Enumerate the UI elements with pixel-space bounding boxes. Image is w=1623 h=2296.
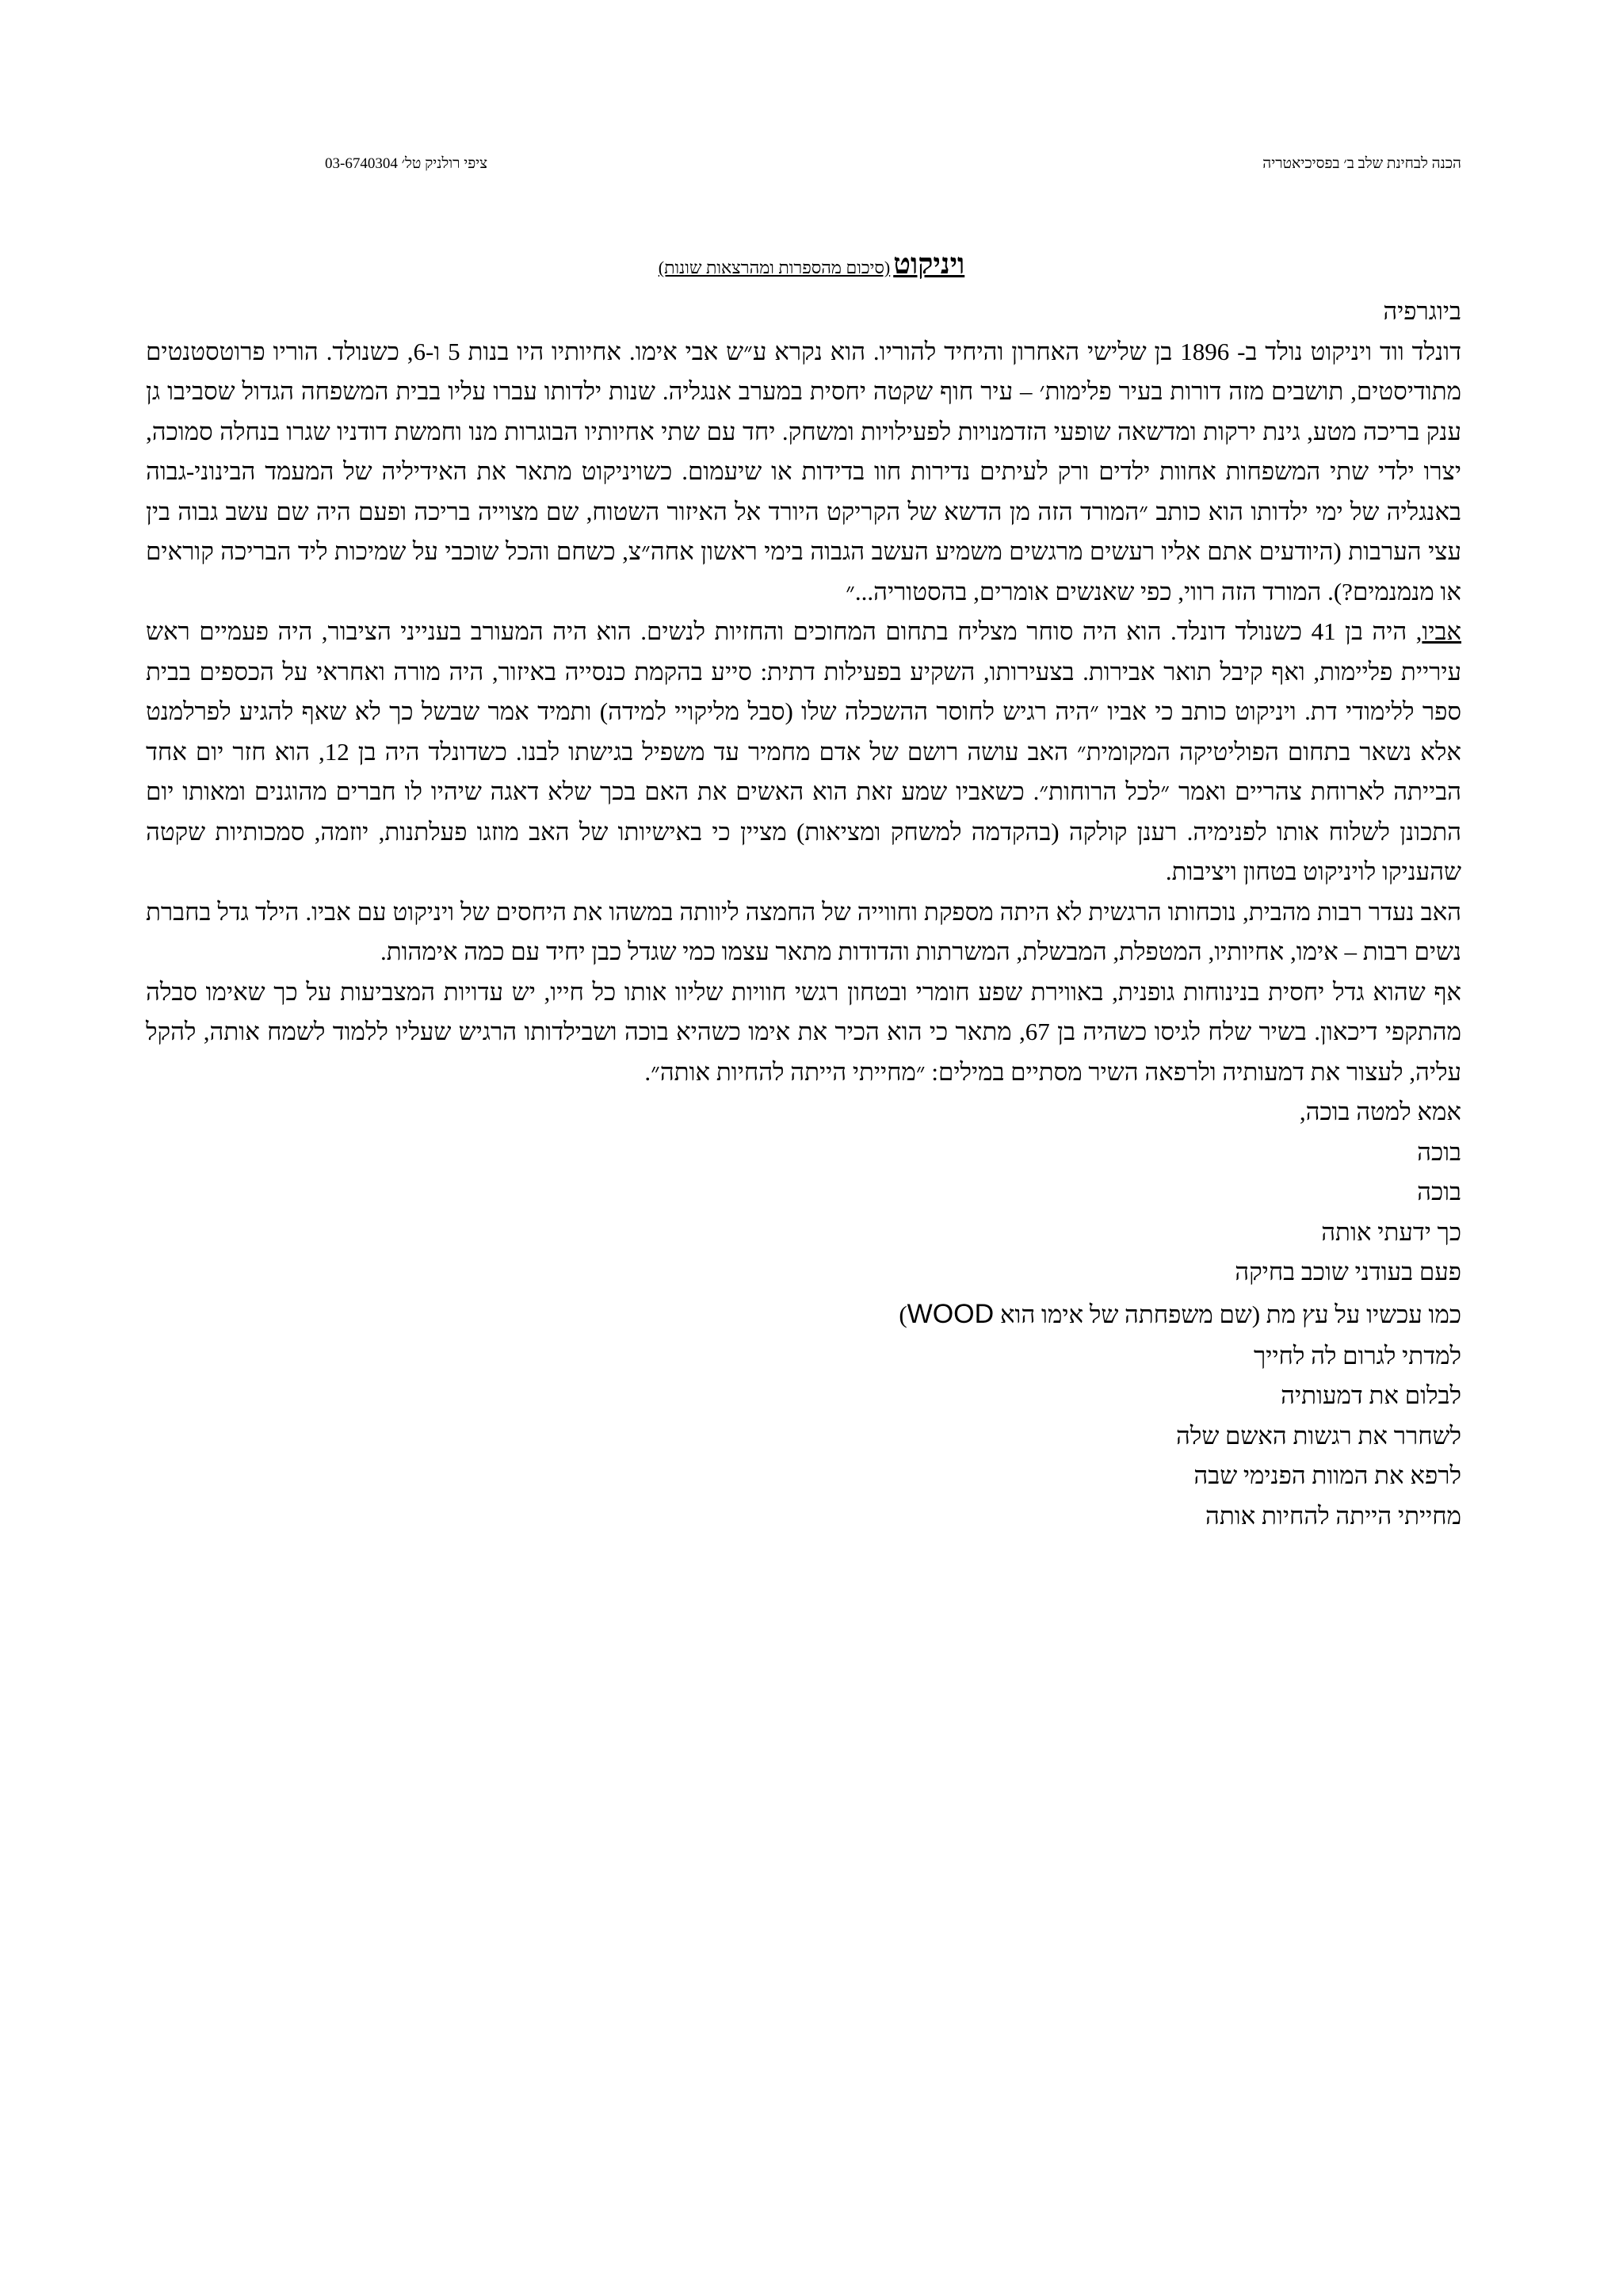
- poem-line: אמא למטה בוכה,: [1299, 1098, 1461, 1125]
- poem-line-wood: [146, 1293, 1461, 1336]
- header-course-title: הכנה לבחינת שלב ב׳ בפסיכיאטריה: [1262, 155, 1461, 172]
- page-header: [325, 155, 1461, 179]
- document-body: [146, 292, 1461, 1536]
- title-main: ויניקוט: [893, 248, 965, 280]
- paragraph-absent-father: האב נעדר רבות מהבית, נוכחותו הרגשית לא היתה מספקת וחווייה של החמצה ליוותה במשהו את היחסים של ויניקוט עם אביו. הילד גדל בחברת נשים רבות – אימו, אחיותיו, המטפלת, המבשלת, המשרתות והדודות מתאר עצמו כמי שגדל כבן יחיד עם כמה אימהות.: [146, 897, 1461, 965]
- poem-line: לשחרר את רגשות האשם שלה: [1175, 1421, 1461, 1450]
- poem-line: לרפא את המוות הפנימי שבה: [1193, 1461, 1461, 1489]
- poem-line: בוכה: [1417, 1137, 1461, 1166]
- poem-line: בוכה: [1417, 1178, 1461, 1205]
- header-author-phone: ציפי רולניק טל׳ 03-6740304: [325, 155, 488, 172]
- poem-line: לבלום את דמעותיה: [1281, 1381, 1461, 1409]
- document-title: [0, 247, 1623, 281]
- poem-line-wood-close: ): [899, 1300, 907, 1328]
- poem-line-wood-hebrew: כמו עכשיו על עץ מת (שם משפחתה של אימו הוא: [994, 1300, 1461, 1328]
- section-heading-biography: ביוגרפיה: [1383, 297, 1461, 325]
- paragraph-father: [146, 612, 1461, 892]
- poem-line: מחייתי הייתה להחיות אותה: [1205, 1501, 1461, 1530]
- poem-line: למדתי לגרום לה לחייך: [1254, 1341, 1461, 1370]
- father-label: אביו: [1422, 617, 1461, 645]
- title-subtitle: (סיכום מהספרות ומהרצאות שונות): [658, 258, 891, 277]
- paragraph-childhood: דונלד ווד ויניקוט נולד ב- 1896 בן שלישי האחרון והיחיד להוריו. הוא נקרא ע״ש אבי אימו. אחיותיו היו בנות 5 ו-6, כשנולד. הוריו פרוטסטנטים מתודיסטים, תושבים מזה דורות בעיר פלימות׳ – עיר חוף שקטה יחסית במערב אנגליה. שנות ילדותו עברו עליו בבית המשפחה הגדול שסביבו גן ענק בריכה מטע, גינת ירקות ומדשאה שופעי הזדמנויות לפעילויות ומשחק. יחד עם שתי אחיותיו הבוגרות מנו וחמשת דודניו שגרו בנחלה סמוכה, יצרו ילדי שתי המשפחות אחוות ילדים ורק לעיתים נדירות חוו בדידות או שיעמום. כשויניקוט מתאר את האידיליה של המעמד הבינוני-גבוה באנגליה של ימי ילדותו הוא כותב ״המורד הזה מן הדשא של הקריקט היורד אל האיזור השטוח, שם מצוייה בריכה ופעם היה שם עשב גבוה בין עצי הערבות (היודעים אתם אליו רעשים מרגשים משמיע העשב הגבוה בימי ראשון אחה״צ, כשחם והכל שוכבי על שמיכות ליד הבריכה קוראים או מנמנמים?). המורד הזה רווי, כפי שאנשים אומרים, בהסטוריה...״: [146, 337, 1461, 606]
- paragraph-mother: אף שהוא גדל יחסית בנינוחות גופנית, באווירת שפע חומרי ובטחון רגשי חוויות שליוו אותו כל חייו, יש עדויות המצביעות על כך שאימו סבלה מהתקפי דיכאון. בשיר שלח לגיסו כשהיה בן 67, מתאר כי הוא הכיר את אימו כשהיא בוכה ושבילדותו הרגיש שעליו ללמוד לשמח אותה, להקל עליה, לעצור את דמעותיה ולרפאה השיר מסתיים במילים: ״מחייתי הייתה להחיות אותה״.: [146, 977, 1462, 1086]
- poem-line: כך ידעתי אותה: [1321, 1217, 1461, 1246]
- poem-line-wood-english: WOOD: [907, 1298, 995, 1329]
- father-text: , היה בן 41 כשנולד דונלד. הוא היה סוחר מצליח בתחום המחוכים והחזיות לנשים. הוא היה המעורב בענייני הציבור, היה פעמיים ראש עיריית פליימות, ואף קיבל תואר אבירות. בצעירותו, השקיע בפעילות דתית: סייע בהקמת כנסייה באיזור, היה מורה ואחראי על הכספים בבית ספר ללימודי דת. ויניקוט כותב כי אביו ״היה רגיש לחוסר ההשכלה שלו (סבל מליקויי למידה) ותמיד אמר שבשל כך לא שאף להגיע לפרלמנט אלא נשאר בתחום הפוליטיקה המקומית״ האב עושה רושם של אדם מחמיר עד משפיל בגישתו לבנו. כשדונלד היה בן 12, הוא חזר יום אחד הבייתה לארוחת צהריים ואמר ״לכל הרוחות״. כשאביו שמע זאת הוא האשים את האם בכך שלא דאגה שיהיו לו חברים מהוגנים ומאותו יום התכונן לשלוח אותו לפנימיה. רענן קולקה (בהקדמה למשחק ומציאות) מציין כי באישיותו של האב מוזגו פעלתנות, יוזמה, סמכותיות שקטה שהעניקו לויניקוט בטחון ויציבות.: [146, 617, 1461, 885]
- poem-line: פעם בעודני שוכב בחיקה: [1235, 1258, 1461, 1286]
- poem: [146, 1092, 1461, 1536]
